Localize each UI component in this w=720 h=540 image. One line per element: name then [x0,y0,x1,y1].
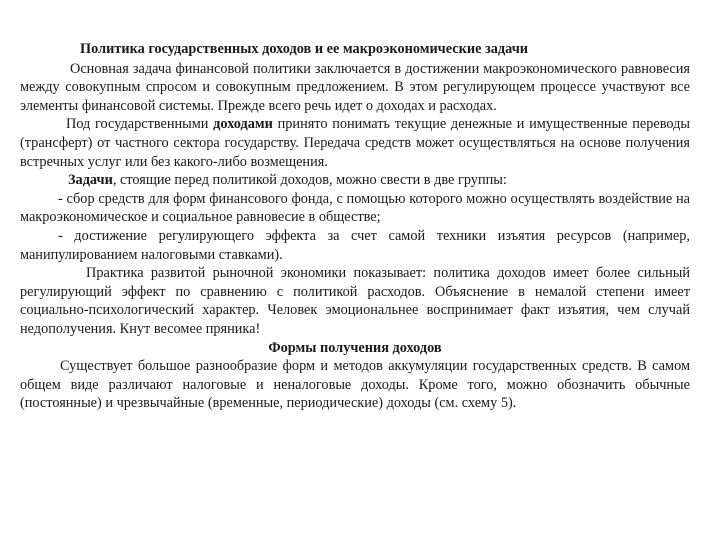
list-item-fund-collection: - сбор средств для форм финансового фонда, с помощью которого можно осуществлять воздействие на макроэкономическое и социальное равновесие в обществе; [20,190,690,226]
bold-term-revenues: доходами [213,116,273,133]
document-title: Политика государственных доходов и ее макроэкономические задачи [80,41,529,57]
paragraph-market-practice: Практика развитой рыночной экономики показывает: политика доходов имеет более сильный регулирующий эффект по сравнению с политикой расходов. Объяснение в немалой степени имеет социально-психологический характер. Человек эмоциональнее воспринимает факт изъятия, чем случай недополучения. Кнут весомее пряника! [20,265,690,337]
paragraph-revenue-forms: Существует большое разнообразие форм и методов аккумуляции государственных средств. В самом общем виде различают налоговые и неналоговые доходы. Кроме того, можно обозначить обычные (постоянные) и чрезвычайные (временные, периодические) доходы (см. схему 5). [20,358,690,412]
list-item-regulating-effect: - достижение регулирующего эффекта за счет самой техники изъятия ресурсов (например, манипулированием налоговыми ставками). [20,227,690,263]
section-subtitle: Формы получения доходов [268,339,442,356]
paragraph-text: , стоящие перед политикой доходов, можно свести в две группы: [112,172,507,189]
document-page [20,40,690,413]
bold-term-tasks: Задачи [68,172,113,189]
paragraph-revenues-definition [20,115,690,171]
paragraph-tasks-intro [20,171,690,190]
paragraph-text: Под государственными [66,116,214,133]
paragraph-text: принято понимать текущие денежные и имущественные переводы (трансферт) от частного сектора государству. Передача средств может осуществляться на основе получения встречных услуг или без какого-либо возмещения. [20,116,690,170]
paragraph-main-task: Основная задача финансовой политики заключается в достижении макроэкономического равновесия между совокупным спросом и совокупным предложением. В этом регулирующем процессе участвуют все элементы финансовой системы. Прежде всего речь идет о доходах и расходах. [20,60,690,114]
